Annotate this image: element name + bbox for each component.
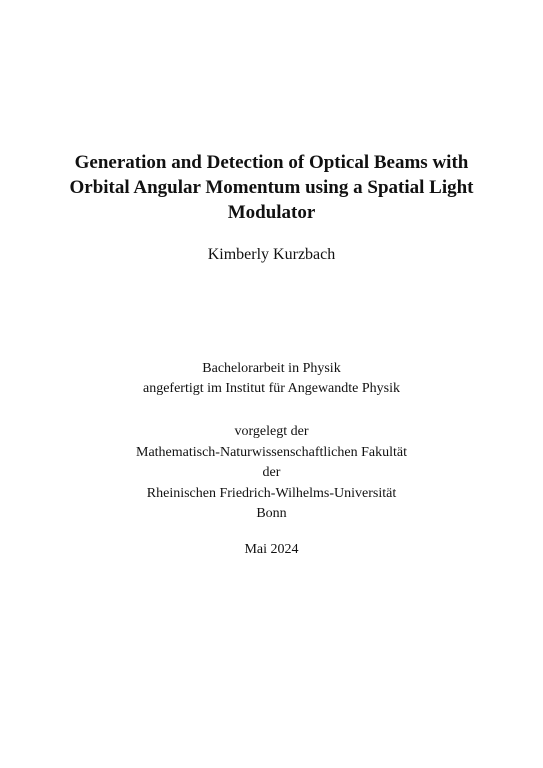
thesis-title-line-3: Modulator [227,202,316,223]
city-name: Bonn [256,506,287,521]
faculty-name: Mathematisch-Naturwissenschaftlichen Fakultät [136,444,407,460]
thesis-title [40,150,503,225]
connector-text: der [262,465,281,480]
thesis-info [0,359,543,399]
thesis-institute: angefertigt im Institut für Angewandte Physik [142,381,400,396]
thesis-title-line-2: Orbital Angular Momentum using a Spatial Light [69,177,474,198]
presented-to: vorgelegt der [234,424,309,439]
thesis-type: Bachelorarbeit in Physik [202,361,341,376]
submission-info [0,422,543,525]
university-name: Rheinischen Friedrich-Wilhelms-Universität [146,485,397,501]
author-name: Kimberly Kurzbach [207,246,336,263]
submission-date: Mai 2024 [244,542,299,557]
thesis-title-line-1: Generation and Detection of Optical Beams with [74,152,469,173]
